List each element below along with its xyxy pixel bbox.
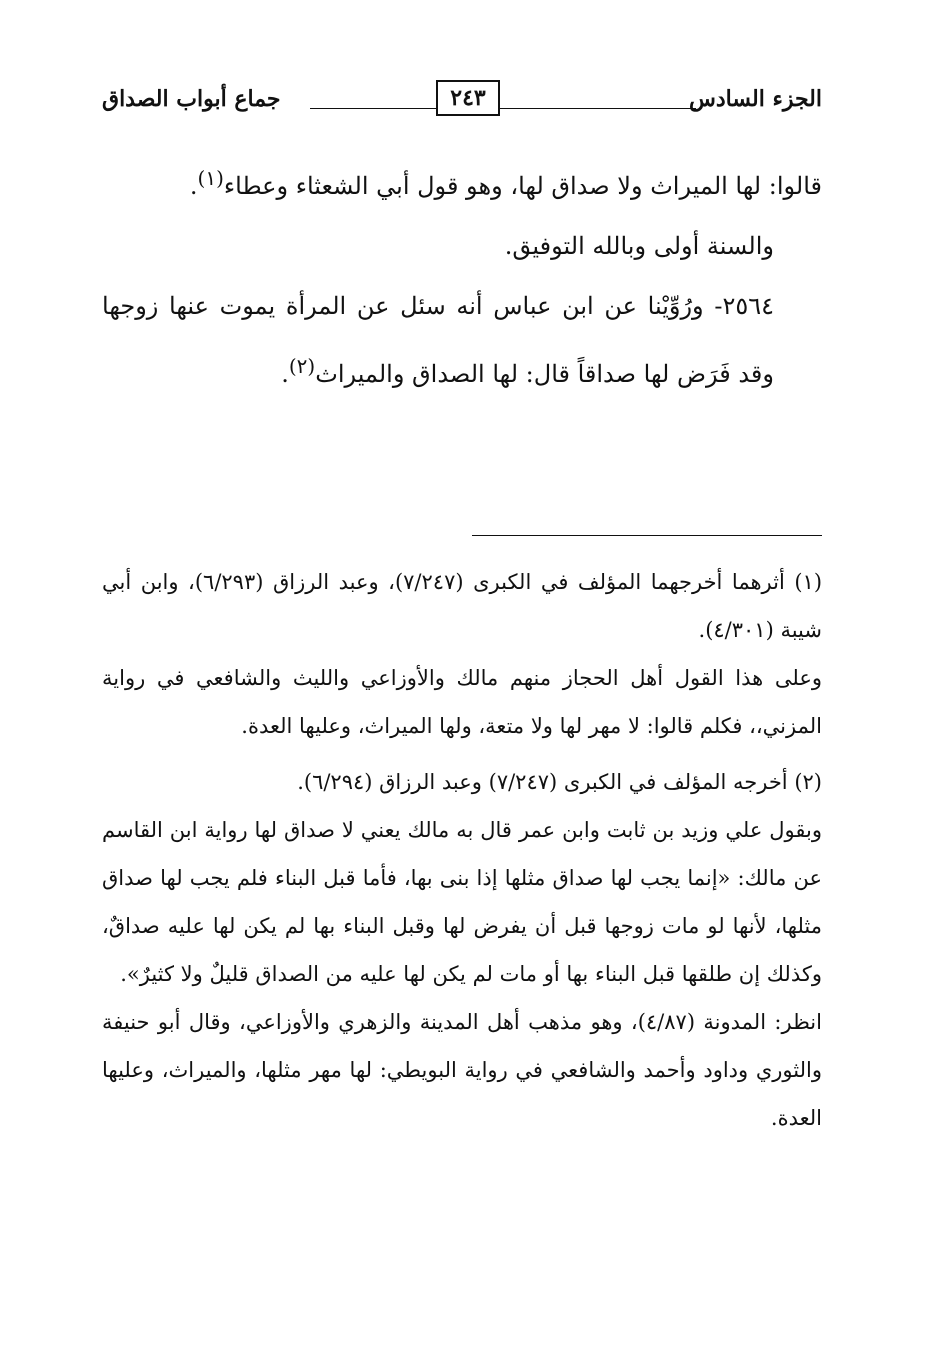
footnote-2: (٢) أخرجه المؤلف في الكبرى (٧/٢٤٧) وعبد الرزاق (٦/٢٩٤).	[297, 770, 822, 794]
numbered-report: ٢٥٦٤- ورُوِّيْنا عن ابن عباس أنه سئل عن المرأة يموت عنها زوجها وقد فَرَض لها صداقاً قال: لها الصداق والميراث$^{(٢)}$.	[102, 292, 774, 388]
footnote-ref: (١)	[197, 166, 224, 190]
page-number: ٢٤٣	[436, 80, 500, 116]
header-rule-right	[500, 108, 696, 109]
footnote-1-comment: وعلى هذا القول أهل الحجاز منهم مالك والأوزاعي والليث والشافعي في رواية المزني،، فكلم قالوا: لا مهر لها ولا متعة، ولها الميراث، وعليها العدة.	[102, 666, 822, 738]
footnote-1: (١) أثرهما أخرجهما المؤلف في الكبرى (٧/٢٤٧)، وعبد الرزاق (٦/٢٩٣)، وابن أبي شيبة (٤/٣٠١).	[102, 570, 823, 642]
text-line: والسنة أولى وبالله التوفيق.	[504, 232, 774, 260]
running-header	[102, 78, 822, 122]
footnote-separator	[472, 535, 822, 536]
footnote-2-reference: انظر: المدونة (٤/٨٧)، وهو مذهب أهل المدينة والزهري والأوزاعي، وقال أبو حنيفة والثوري وداود وأحمد والشافعي في رواية البويطي: لها مهر مثلها، والميراث، وعليها العدة.	[102, 1010, 822, 1130]
footnote-2-comment: وبقول علي وزيد بن ثابت وابن عمر قال به مالك يعني لا صداق لها رواية ابن القاسم عن مالك: «إنما يجب لها صداق مثلها إذا بنى بها، فأما قبل البناء فلم يجب لها صداق مثلها، لأنها لو مات زوجها قبل أن يفرض لها وقبل البناء بها لم يكن لها عليه صداقٌ، وكذلك إن طلقها قبل البناء بها أو مات لم يكن لها عليه من الصداق قليلٌ ولا كثيرٌ».	[102, 818, 822, 986]
footnote-ref: (٢)	[288, 354, 316, 378]
section-title: جماع أبواب الصداق	[102, 86, 281, 112]
main-text	[102, 148, 822, 404]
footnotes	[102, 558, 822, 1142]
volume-title: الجزء السادس	[689, 86, 822, 112]
header-rule-left	[310, 108, 436, 109]
text-line: قالوا: لها الميراث ولا صداق لها، وهو قول أبي الشعثاء وعطاء$^{(١)}$.	[189, 166, 822, 200]
